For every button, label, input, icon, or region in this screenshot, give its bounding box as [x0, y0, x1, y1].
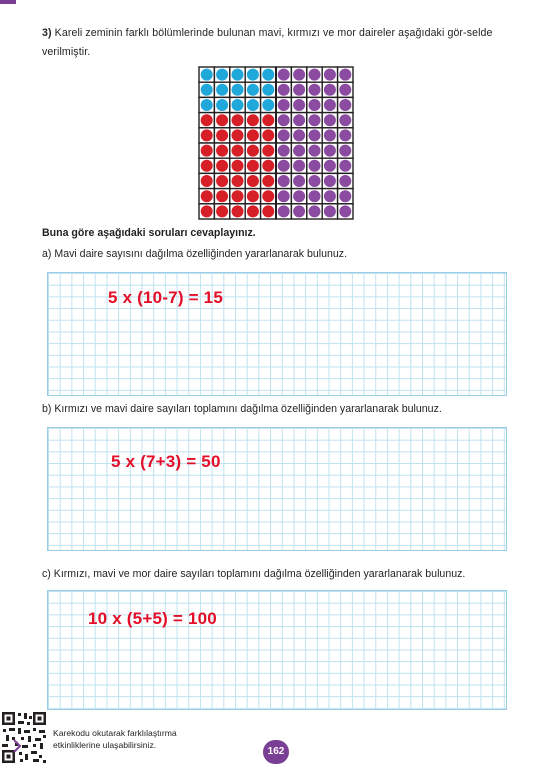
circle-dot [216, 114, 228, 126]
circle-dot [309, 84, 321, 96]
circle-dot [278, 145, 290, 157]
circle-dot [262, 114, 274, 126]
circle-dot [339, 84, 351, 96]
circle-dot [262, 69, 274, 81]
question-3 [42, 24, 512, 62]
circle-dot [309, 205, 321, 217]
circle-dot [262, 84, 274, 96]
qr-code-icon[interactable] [0, 710, 48, 765]
circle-dot [339, 190, 351, 202]
circle-dot [216, 175, 228, 187]
circle-dot [324, 190, 336, 202]
circle-dot [232, 129, 244, 141]
circle-dot [324, 114, 336, 126]
circle-dot [262, 160, 274, 172]
circle-dot [309, 69, 321, 81]
circle-dot [324, 160, 336, 172]
circle-dot [324, 175, 336, 187]
circle-dot [278, 190, 290, 202]
circle-dot [278, 69, 290, 81]
question-text: Kareli zeminin farklı bölümlerinde bulunan mavi, kırmızı ve mor daireler aşağıdaki gör-selde verilmiştir. [42, 27, 493, 58]
answer-grid-c [47, 590, 507, 710]
circle-dot [201, 205, 213, 217]
question-number: 3) [42, 27, 52, 39]
circle-dot [324, 205, 336, 217]
instruction: Buna göre aşağıdaki soruları cevaplayınız. [42, 227, 256, 239]
circle-dot [339, 145, 351, 157]
circle-dot [324, 69, 336, 81]
circle-dot [201, 114, 213, 126]
qr-note-line-2: etkinliklerine ulaşabilirsiniz. [53, 740, 157, 750]
answer-grid-a [47, 272, 507, 396]
circle-dot [339, 69, 351, 81]
circle-dot [216, 84, 228, 96]
circle-dot [262, 99, 274, 111]
circle-dot [293, 114, 305, 126]
circle-dot [278, 99, 290, 111]
circle-dot [247, 84, 259, 96]
circle-dot [339, 160, 351, 172]
circle-dot [309, 175, 321, 187]
circle-dot [339, 129, 351, 141]
circle-dot [247, 190, 259, 202]
answer-c: 10 x (5+5) = 100 [88, 609, 217, 628]
circle-dot [324, 84, 336, 96]
answer-a: 5 x (10-7) = 15 [108, 288, 223, 307]
circle-dot [201, 160, 213, 172]
circle-dot [247, 99, 259, 111]
circle-dot [293, 84, 305, 96]
circle-dot [309, 99, 321, 111]
circle-dot [232, 69, 244, 81]
circle-dot [262, 145, 274, 157]
circle-dot [293, 145, 305, 157]
circle-dot [293, 69, 305, 81]
circle-dot [232, 190, 244, 202]
circle-dot [247, 175, 259, 187]
circle-dot [324, 145, 336, 157]
circle-dot [201, 99, 213, 111]
circle-dot [309, 190, 321, 202]
circle-dot [232, 175, 244, 187]
circle-dot [278, 114, 290, 126]
circle-dot [262, 190, 274, 202]
circle-dot [262, 129, 274, 141]
circle-dot [247, 69, 259, 81]
circle-dot [216, 160, 228, 172]
circle-dot [232, 145, 244, 157]
circle-dot [262, 205, 274, 217]
circle-dot [201, 129, 213, 141]
question-c-label: c) Kırmızı, mavi ve mor daire sayıları toplamını dağılma özelliğinden yararlanarak bulunuz. [42, 568, 466, 580]
circle-dot [293, 205, 305, 217]
circle-dot [201, 145, 213, 157]
circle-dot [293, 160, 305, 172]
circle-dot [278, 175, 290, 187]
dot-grid-figure [198, 66, 354, 220]
circle-dot [201, 175, 213, 187]
circle-dot [293, 175, 305, 187]
page-number-badge: 162 [263, 740, 289, 764]
circle-dot [309, 114, 321, 126]
circle-dot [324, 129, 336, 141]
question-a-label: a) Mavi daire sayısını dağılma özelliğinden yararlanarak bulunuz. [42, 248, 348, 260]
circle-dot [324, 99, 336, 111]
circle-dot [247, 129, 259, 141]
circle-dot [232, 114, 244, 126]
circle-dot [201, 190, 213, 202]
circle-dot [278, 129, 290, 141]
circle-dot [309, 160, 321, 172]
circle-dot [216, 145, 228, 157]
circle-dot [232, 160, 244, 172]
circle-dot [247, 160, 259, 172]
circle-dot [262, 175, 274, 187]
circle-dot [293, 129, 305, 141]
circle-dot [339, 114, 351, 126]
circle-dot [339, 99, 351, 111]
circle-dot [339, 175, 351, 187]
circle-dot [201, 84, 213, 96]
circle-dot [232, 99, 244, 111]
circle-dot [247, 205, 259, 217]
circle-dot [278, 84, 290, 96]
qr-code-note [53, 727, 177, 751]
circle-dot [309, 145, 321, 157]
circle-dot [232, 84, 244, 96]
circle-dot [216, 99, 228, 111]
circle-dot [293, 99, 305, 111]
circle-dot [247, 145, 259, 157]
circle-dot [216, 190, 228, 202]
circle-dot [247, 114, 259, 126]
circle-dot [293, 190, 305, 202]
circle-dot [339, 205, 351, 217]
circle-dot [216, 205, 228, 217]
top-tab-mark [0, 0, 16, 4]
circle-dot [278, 160, 290, 172]
circle-dot [232, 205, 244, 217]
circle-dot [278, 205, 290, 217]
circle-dot [216, 129, 228, 141]
answer-b: 5 x (7+3) = 50 [111, 452, 221, 471]
qr-note-line-1: Karekodu okutarak farklılaştırma [53, 728, 177, 738]
answer-grid-b [47, 427, 507, 551]
circle-dot [216, 69, 228, 81]
question-b-label: b) Kırmızı ve mavi daire sayıları toplamını dağılma özelliğinden yararlanarak bulunuz. [42, 403, 442, 415]
circle-dot [309, 129, 321, 141]
circle-dot [201, 69, 213, 81]
